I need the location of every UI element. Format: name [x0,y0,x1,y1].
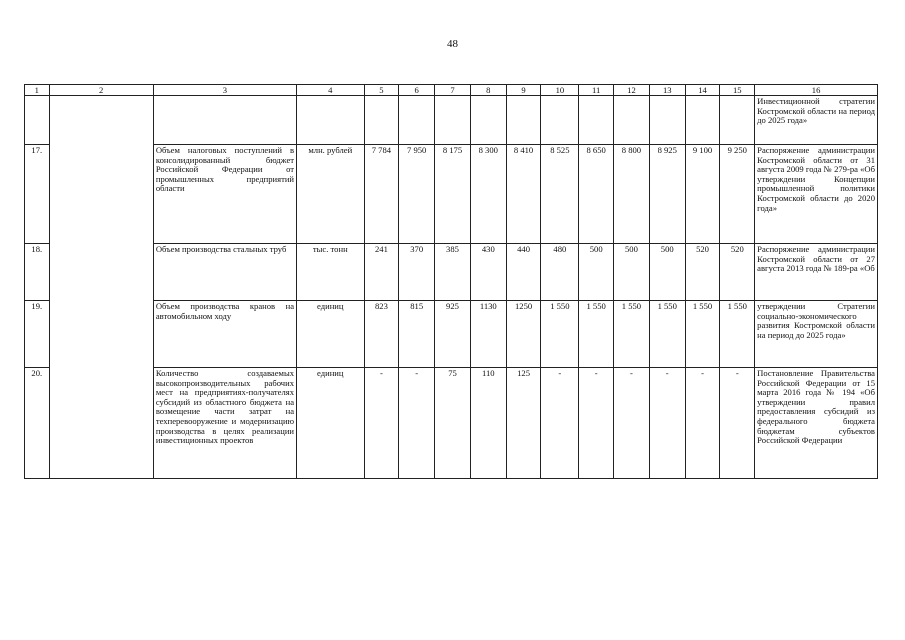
value-cell: 7 784 [364,145,399,244]
value-cell: 9 100 [685,145,720,244]
header-cell: 12 [614,85,650,96]
header-cell: 13 [649,85,685,96]
row-number [25,96,50,145]
header-cell: 10 [541,85,579,96]
value-cell [399,96,435,145]
header-cell: 14 [685,85,720,96]
header-cell: 11 [579,85,614,96]
value-cell: 440 [506,244,541,301]
value-cell: 520 [720,244,755,301]
indicator-name [153,96,296,145]
indicator-name: Объем производства стальных труб [153,244,296,301]
value-cell: 110 [470,368,506,479]
value-cell: 1 550 [720,301,755,368]
header-cell: 1 [25,85,50,96]
value-cell: 385 [435,244,471,301]
value-cell: 925 [435,301,471,368]
value-cell: 823 [364,301,399,368]
unit-cell: тыс. тонн [297,244,365,301]
value-cell: 520 [685,244,720,301]
indicators-table [24,84,878,479]
value-cell: 500 [649,244,685,301]
value-cell: 125 [506,368,541,479]
value-cell: 1 550 [685,301,720,368]
value-cell: 815 [399,301,435,368]
value-cell: 241 [364,244,399,301]
value-cell: 1130 [470,301,506,368]
value-cell: 500 [614,244,650,301]
document-reference: Постановление Правительства Российской Федерации от 15 марта 2016 года № 194 «Об утверждении правил предоставления субсидий из федерального бюджета бюджетам субъектов Российской Федерации [755,368,878,479]
table-row [25,368,878,479]
value-cell [435,96,471,145]
value-cell: 8 525 [541,145,579,244]
row-number: 19. [25,301,50,368]
value-cell: 370 [399,244,435,301]
row-number: 17. [25,145,50,244]
page-number: 48 [447,38,458,50]
table-row [25,244,878,301]
unit-cell: млн. рублей [297,145,365,244]
unit-cell [297,96,365,145]
value-cell: - [720,368,755,479]
header-cell: 15 [720,85,755,96]
unit-cell: единиц [297,368,365,479]
value-cell: 8 410 [506,145,541,244]
header-cell: 7 [435,85,471,96]
value-cell: - [541,368,579,479]
value-cell: - [364,368,399,479]
value-cell: 8 300 [470,145,506,244]
document-reference: Инвестиционной стратегии Костромской области на период до 2025 года» [755,96,878,145]
indicator-name: Количество создаваемых высокопроизводительных рабочих мест на предприятиях-получателях субсидий из областного бюджета на возмещение части затрат на техперевооружение и модернизацию производства в целях реализации инвестиционных проектов [153,368,296,479]
document-reference: Распоряжение администрации Костромской области от 31 августа 2009 года № 279-ра «Об утверждении Концепции промышленной политики Костромской области до 2020 года» [755,145,878,244]
header-cell: 6 [399,85,435,96]
value-cell: - [399,368,435,479]
value-cell [541,96,579,145]
table-row [25,301,878,368]
unit-cell: единиц [297,301,365,368]
value-cell: - [614,368,650,479]
col2-cell [49,96,153,479]
value-cell [506,96,541,145]
indicator-name: Объем производства кранов на автомобильном ходу [153,301,296,368]
header-cell: 3 [153,85,296,96]
value-cell: 75 [435,368,471,479]
table-row [25,96,878,145]
value-cell [614,96,650,145]
value-cell [649,96,685,145]
header-cell: 4 [297,85,365,96]
value-cell: 9 250 [720,145,755,244]
value-cell: 1250 [506,301,541,368]
value-cell [364,96,399,145]
value-cell [470,96,506,145]
value-cell: 8 800 [614,145,650,244]
value-cell: 500 [579,244,614,301]
value-cell: 430 [470,244,506,301]
value-cell [579,96,614,145]
value-cell: 480 [541,244,579,301]
document-reference: Распоряжение администрации Костромской области от 27 августа 2013 года № 189-ра «Об [755,244,878,301]
value-cell [685,96,720,145]
value-cell: 1 550 [614,301,650,368]
value-cell: 1 550 [649,301,685,368]
header-cell: 5 [364,85,399,96]
value-cell: - [579,368,614,479]
value-cell: 8 175 [435,145,471,244]
row-number: 20. [25,368,50,479]
indicator-name: Объем налоговых поступлений в консолидированный бюджет Российской Федерации от промышленных предприятий области [153,145,296,244]
header-row [25,85,878,96]
table-row [25,145,878,244]
value-cell: 8 650 [579,145,614,244]
value-cell: - [685,368,720,479]
header-cell: 16 [755,85,878,96]
row-number: 18. [25,244,50,301]
header-cell: 2 [49,85,153,96]
header-cell: 9 [506,85,541,96]
value-cell: - [649,368,685,479]
value-cell: 7 950 [399,145,435,244]
document-reference: утверждении Стратегии социально-экономического развития Костромской области на период до 2025 года» [755,301,878,368]
value-cell [720,96,755,145]
value-cell: 1 550 [579,301,614,368]
value-cell: 8 925 [649,145,685,244]
value-cell: 1 550 [541,301,579,368]
header-cell: 8 [470,85,506,96]
